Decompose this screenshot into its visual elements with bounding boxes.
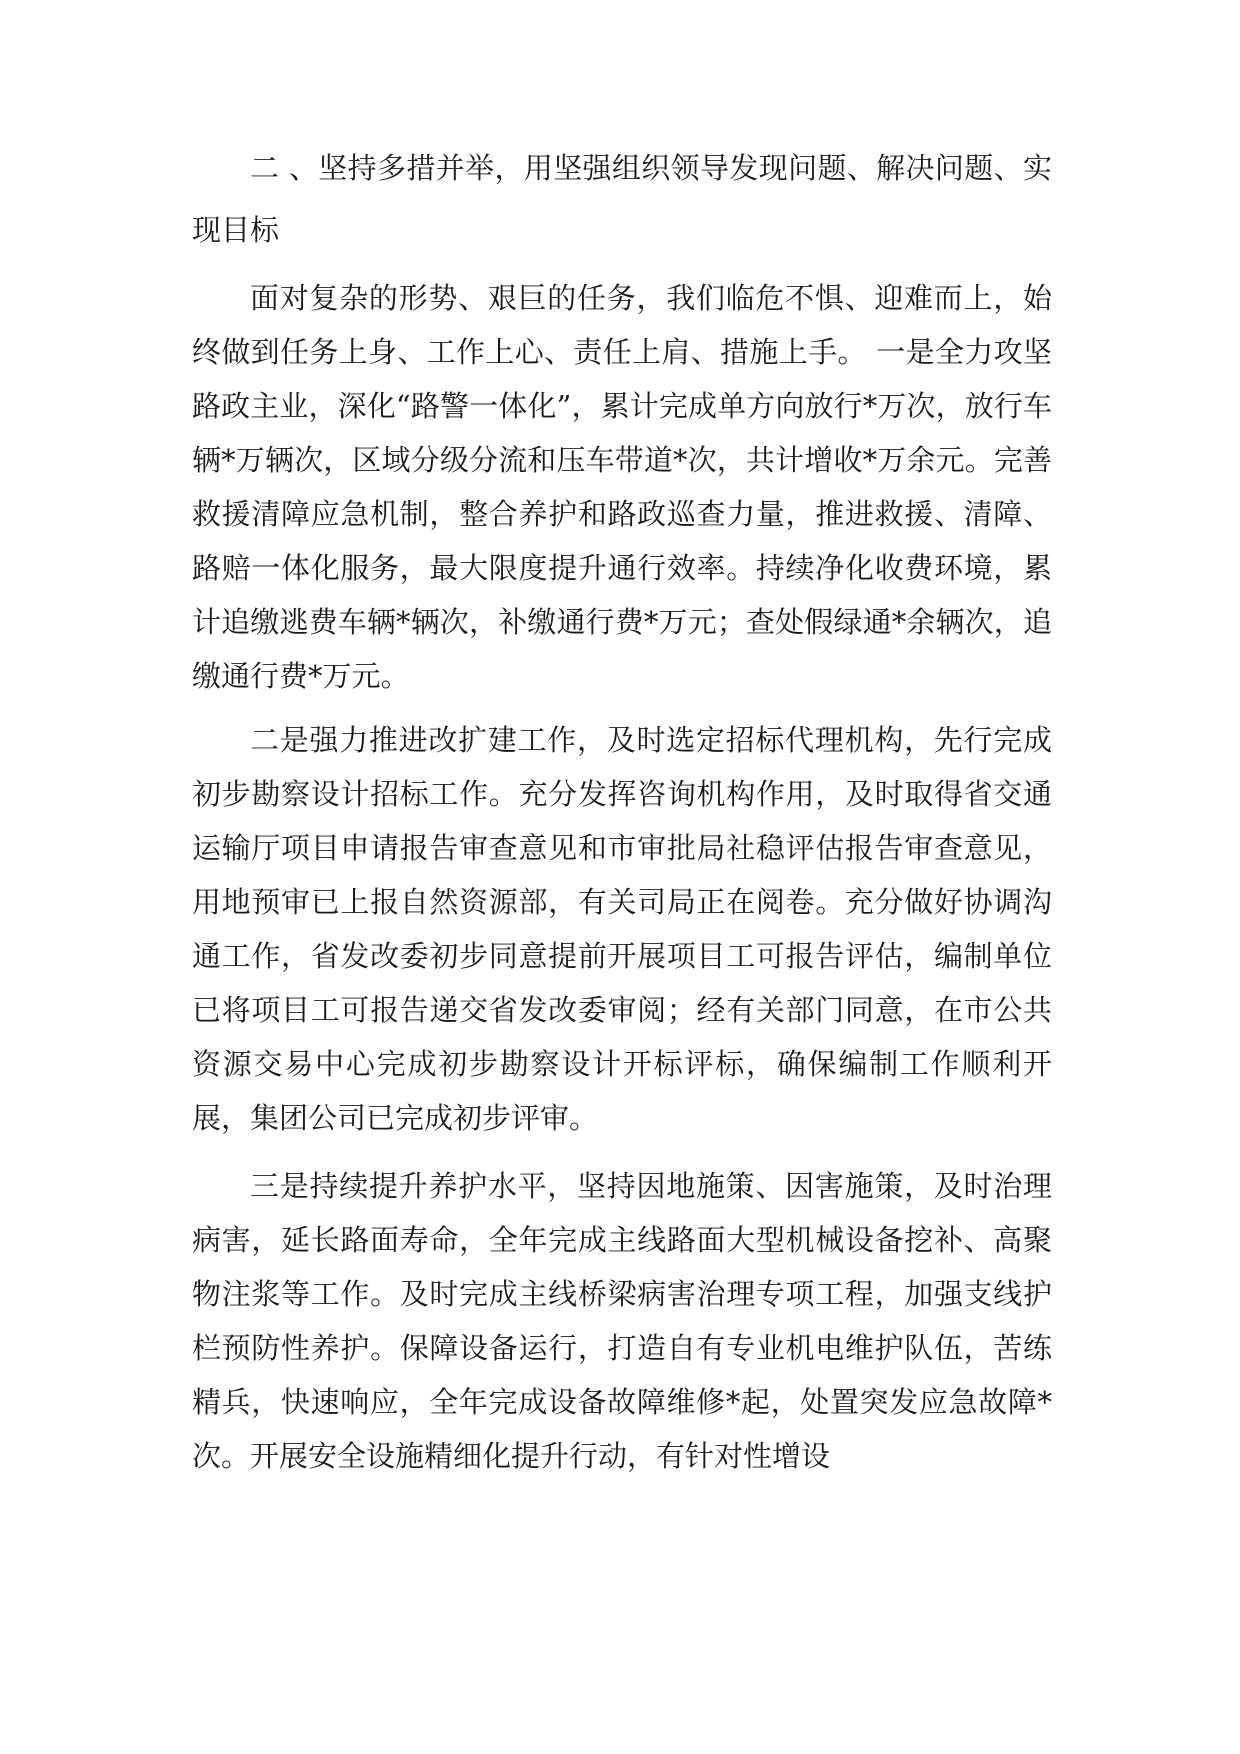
document-body: [192, 137, 1052, 1483]
section-heading: 二 、坚持多措并举，用坚强组织领导发现问题、解决问题、实现目标: [192, 151, 1052, 247]
paragraph-road-administration: 面对复杂的形势、艰巨的任务，我们临危不惧、迎难而上，始终做到任务上身、工作上心、责任上肩、措施上手。 一是全力攻坚路政主业，深化“路警一体化”，累计完成单方向放行*万次，放行车辆*万辆次，区域分级分流和压车带道*次，共计增收*万余元。完善救援清障应急机制，整合养护和路政巡查力量，推进救援、清障、路赔一体化服务，最大限度提升通行效率。持续净化收费环境，累计追缴逃费车辆*辆次，补缴通行费*万元；查处假绿通*余辆次，追缴通行费*万元。: [192, 281, 1052, 693]
paragraph-expansion-project: 二是强力推进改扩建工作，及时选定招标代理机构，先行完成初步勘察设计招标工作。充分发挥咨询机构作用，及时取得省交通运输厅项目申请报告审查意见和市审批局社稳评估报告审查意见，用地预审已上报自然资源部，有关司局正在阅卷。充分做好协调沟通工作，省发改委初步同意提前开展项目工可报告评估，编制单位已将项目工可报告递交省发改委审阅；经有关部门同意，在市公共资源交易中心完成初步勘察设计开标评标，确保编制工作顺利开展，集团公司已完成初步评审。: [192, 723, 1052, 1135]
paragraph-maintenance: 三是持续提升养护水平，坚持因地施策、因害施策，及时治理病害，延长路面寿命，全年完成主线路面大型机械设备挖补、高聚物注浆等工作。及时完成主线桥梁病害治理专项工程，加强支线护栏预防性养护。保障设备运行，打造自有专业机电维护队伍，苦练精兵，快速响应，全年完成设备故障维修*起，处置突发应急故障*次。开展安全设施精细化提升行动，有针对性增设: [192, 1169, 1052, 1473]
